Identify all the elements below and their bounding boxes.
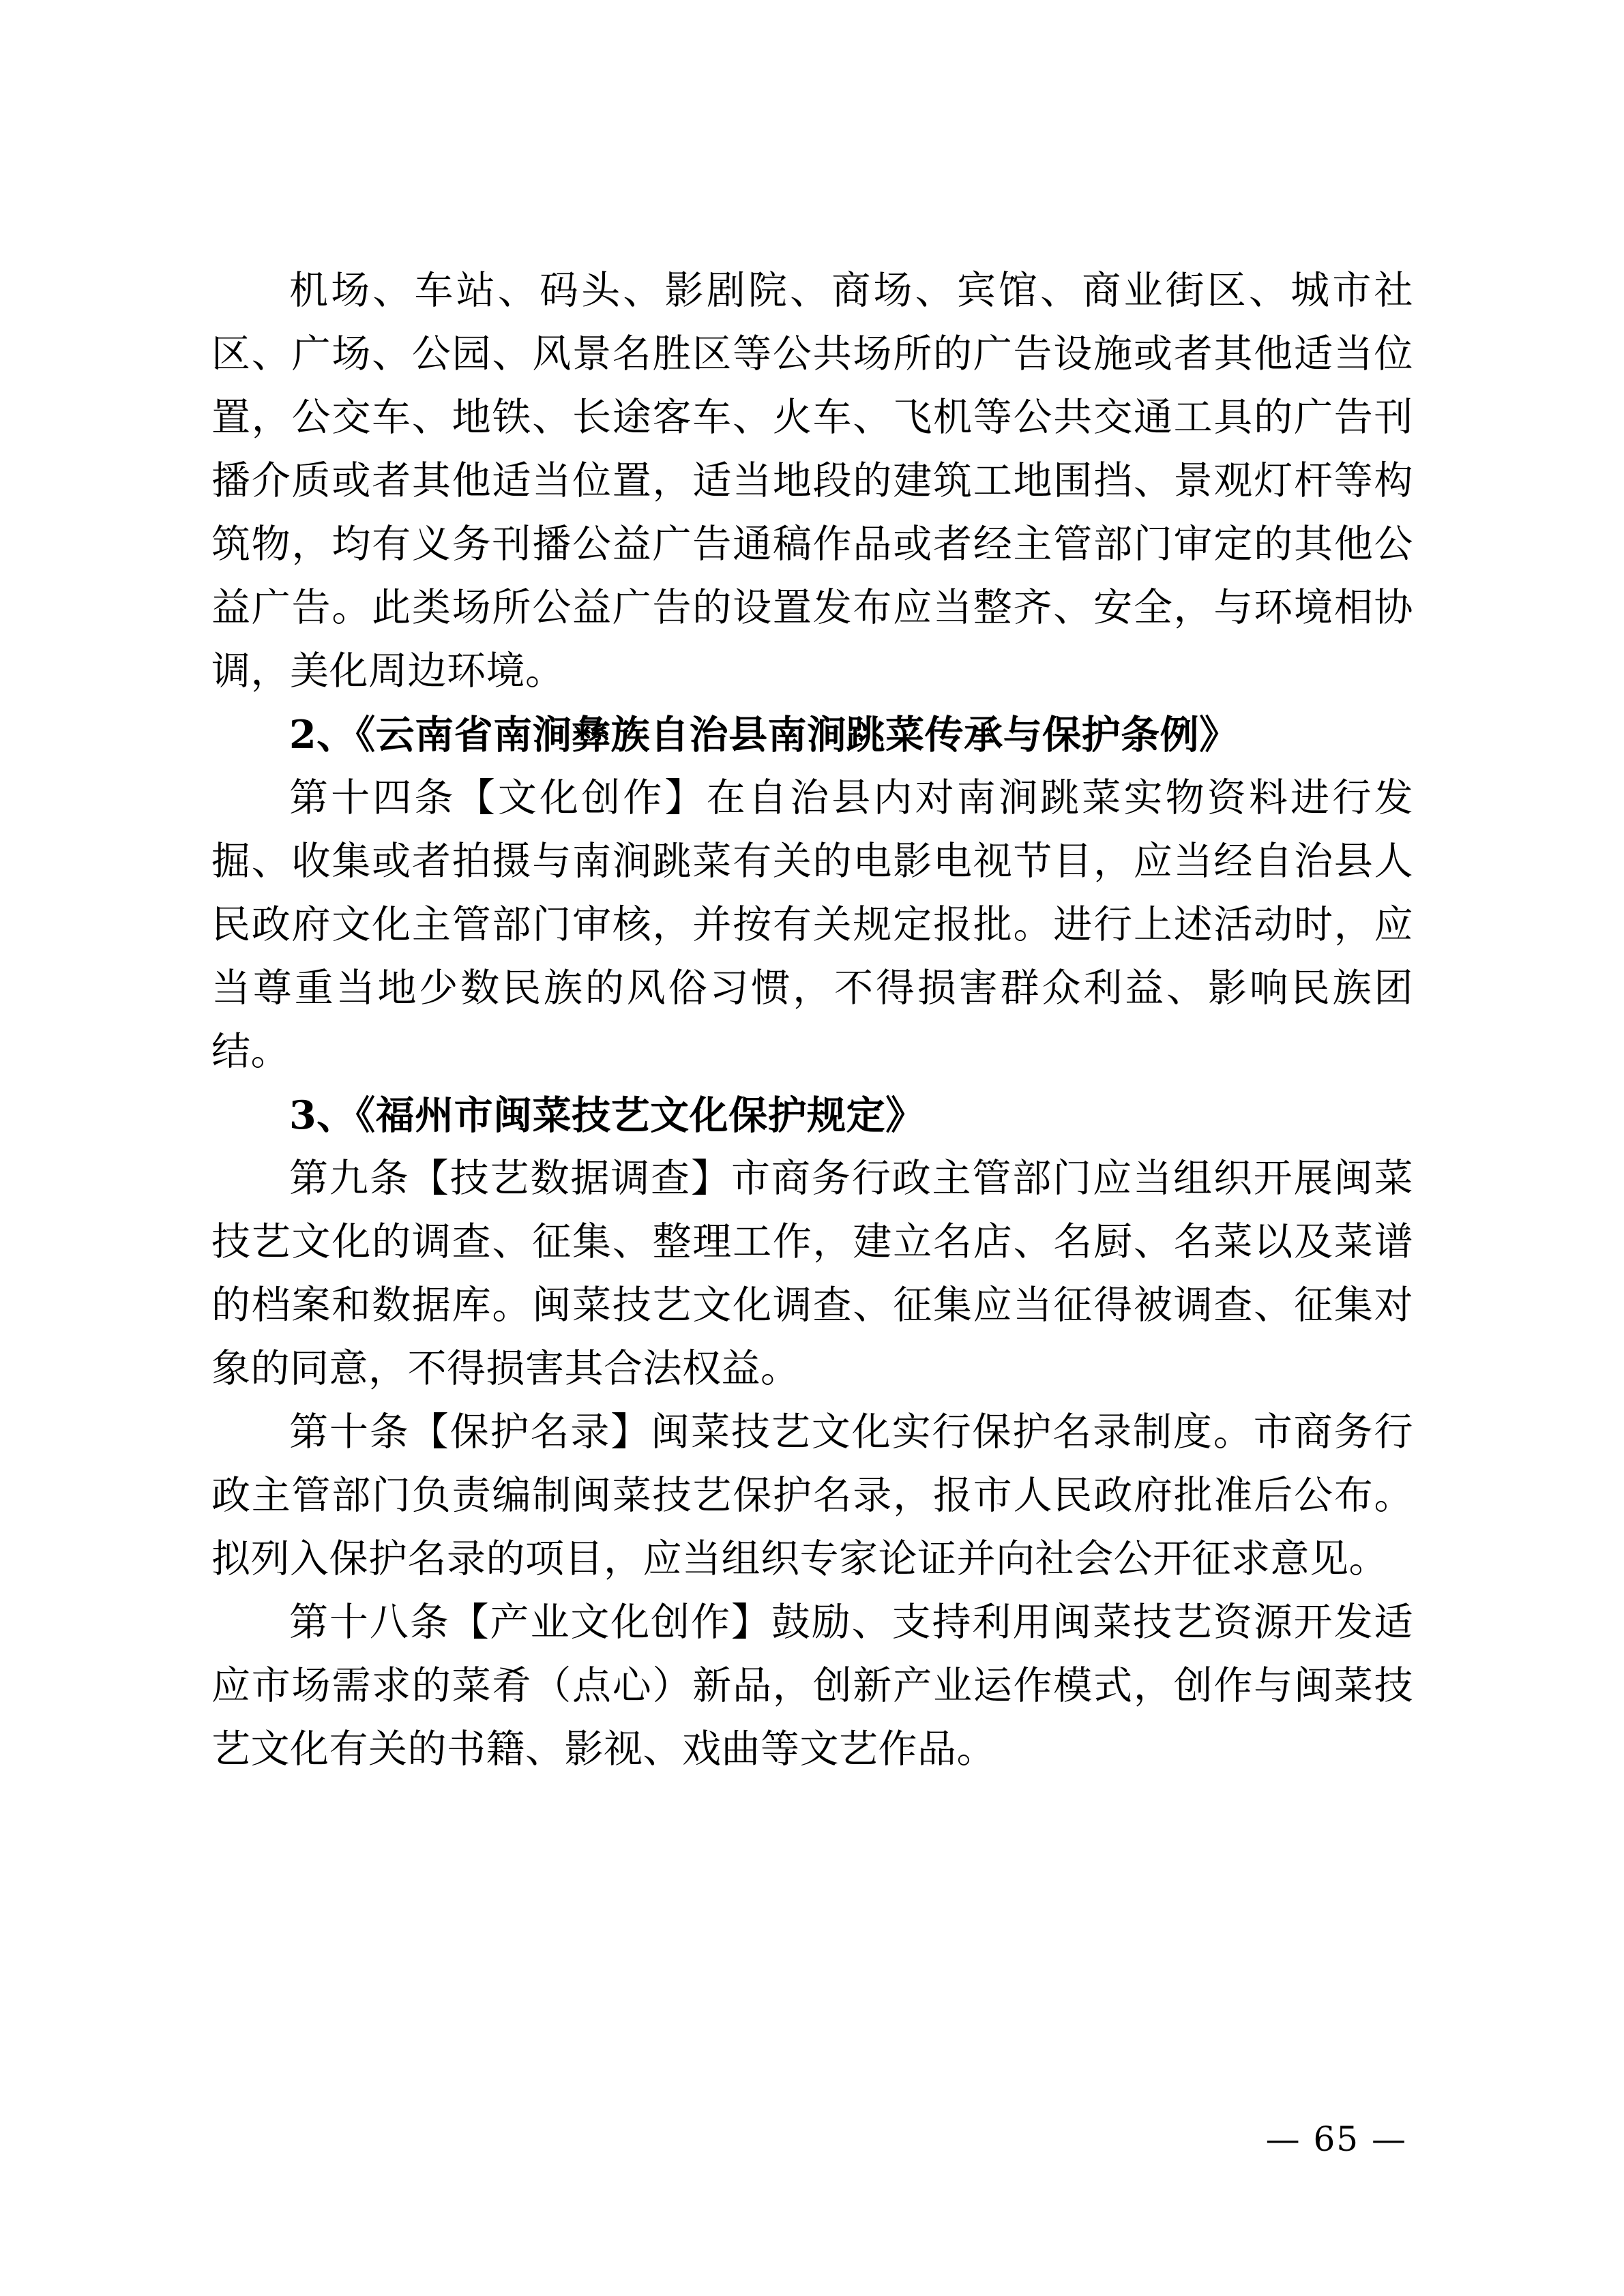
paragraph-article-14-cultural-creation: 第十四条【文化创作】在自治县内对南涧跳菜实物资料进行发掘、收集或者拍摄与南涧跳菜有关的电影电视节目，应当经自治县人民政府文化主管部门审核，并按有关规定报批。进行上述活动时，应当尊重当地少数民族的风俗习惯，不得损害群众利益、影响民族团结。: [211, 775, 1413, 1074]
heading-nanjian-tiaocai-regulation: 2、《云南省南涧彝族自治县南涧跳菜传承与保护条例》: [289, 712, 1239, 758]
page-number: — 65 —: [1265, 2119, 1407, 2159]
paragraph-article-18-industry-culture-creation: 第十八条【产业文化创作】鼓励、支持利用闽菜技艺资源开发适应市场需求的菜肴（点心）新品，创新产业运作模式，创作与闽菜技艺文化有关的书籍、影视、戏曲等文艺作品。: [211, 1600, 1413, 1772]
paragraph-article-10-protection-list: 第十条【保护名录】闽菜技艺文化实行保护名录制度。市商务行政主管部门负责编制闽菜技艺保护名录，报市人民政府批准后公布。拟列入保护名录的项目，应当组织专家论证并向社会公开征求意见。: [211, 1410, 1413, 1581]
paragraph-article-9-skill-data-survey: 第九条【技艺数据调查】市商务行政主管部门应当组织开展闽菜技艺文化的调查、征集、整理工作，建立名店、名厨、名菜以及菜谱的档案和数据库。闽菜技艺文化调查、征集应当征得被调查、征集对象的同意，不得损害其合法权益。: [211, 1156, 1413, 1391]
page-content-body: [211, 259, 1413, 1781]
heading-fuzhou-mincai-regulation: 3、《福州市闽菜技艺文化保护规定》: [289, 1092, 925, 1138]
paragraph-public-advertising-venues: 机场、车站、码头、影剧院、商场、宾馆、商业街区、城市社区、广场、公园、风景名胜区等公共场所的广告设施或者其他适当位置，公交车、地铁、长途客车、火车、飞机等公共交通工具的广告刊播介质或者其他适当位置，适当地段的建筑工地围挡、景观灯杆等构筑物，均有义务刊播公益广告通稿作品或者经主管部门审定的其他公益广告。此类场所公益广告的设置发布应当整齐、安全，与环境相协调，美化周边环境。: [211, 268, 1413, 694]
